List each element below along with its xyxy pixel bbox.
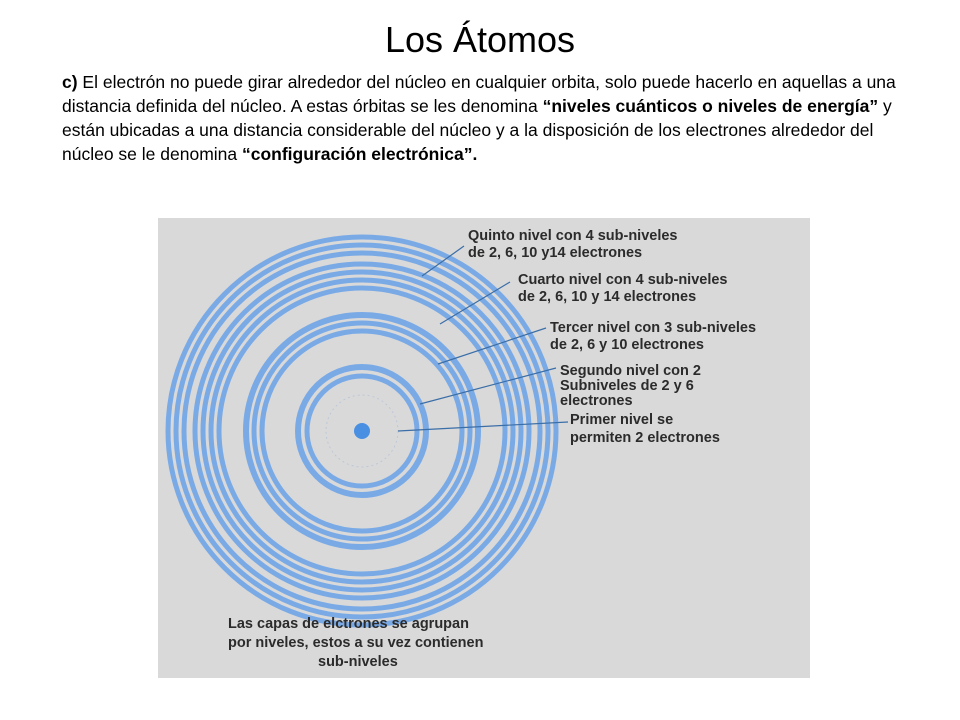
nucleus	[354, 423, 370, 439]
body-text-part-2: y están ubicadas a una distancia considerable del núcleo y a la disposición de los electrones alrededor del núcleo se le denomina	[62, 96, 892, 164]
third-level-label: Tercer nivel con 3 sub-niveles de 2, 6 y 10 electrones	[550, 320, 757, 353]
atom-diagram	[158, 218, 810, 678]
body-text-part-1: El electrón no puede girar alrededor del núcleo en cualquier orbita, solo puede hacerlo en aquellas a una distancia definida del núcleo. A estas órbitas se les denomina	[62, 72, 896, 116]
atom-energy-levels-figure	[158, 218, 810, 678]
item-letter: c)	[62, 72, 78, 92]
slide-body-text	[62, 70, 912, 166]
slide-title: Los Átomos	[384, 19, 576, 60]
electron-configuration-term: “configuración electrónica”.	[241, 144, 478, 164]
energy-levels-term: “niveles cuánticos o niveles de energía”	[542, 96, 879, 116]
fifth-level-label: Quinto nivel con 4 sub-niveles de 2, 6, 10 y14 electrones	[468, 228, 678, 261]
first-level-label: Primer nivel se permiten 2 electrones	[570, 412, 720, 446]
fourth-level-label: Cuarto nivel con 4 sub-niveles de 2, 6, 10 y 14 electrones	[518, 272, 728, 305]
figure-caption: Las capas de elctrones se agrupan por niveles, estos a su vez contienen sub-niveles	[228, 616, 484, 670]
second-level-label: Segundo nivel con 2 Subniveles de 2 y 6 electrones	[560, 363, 701, 409]
